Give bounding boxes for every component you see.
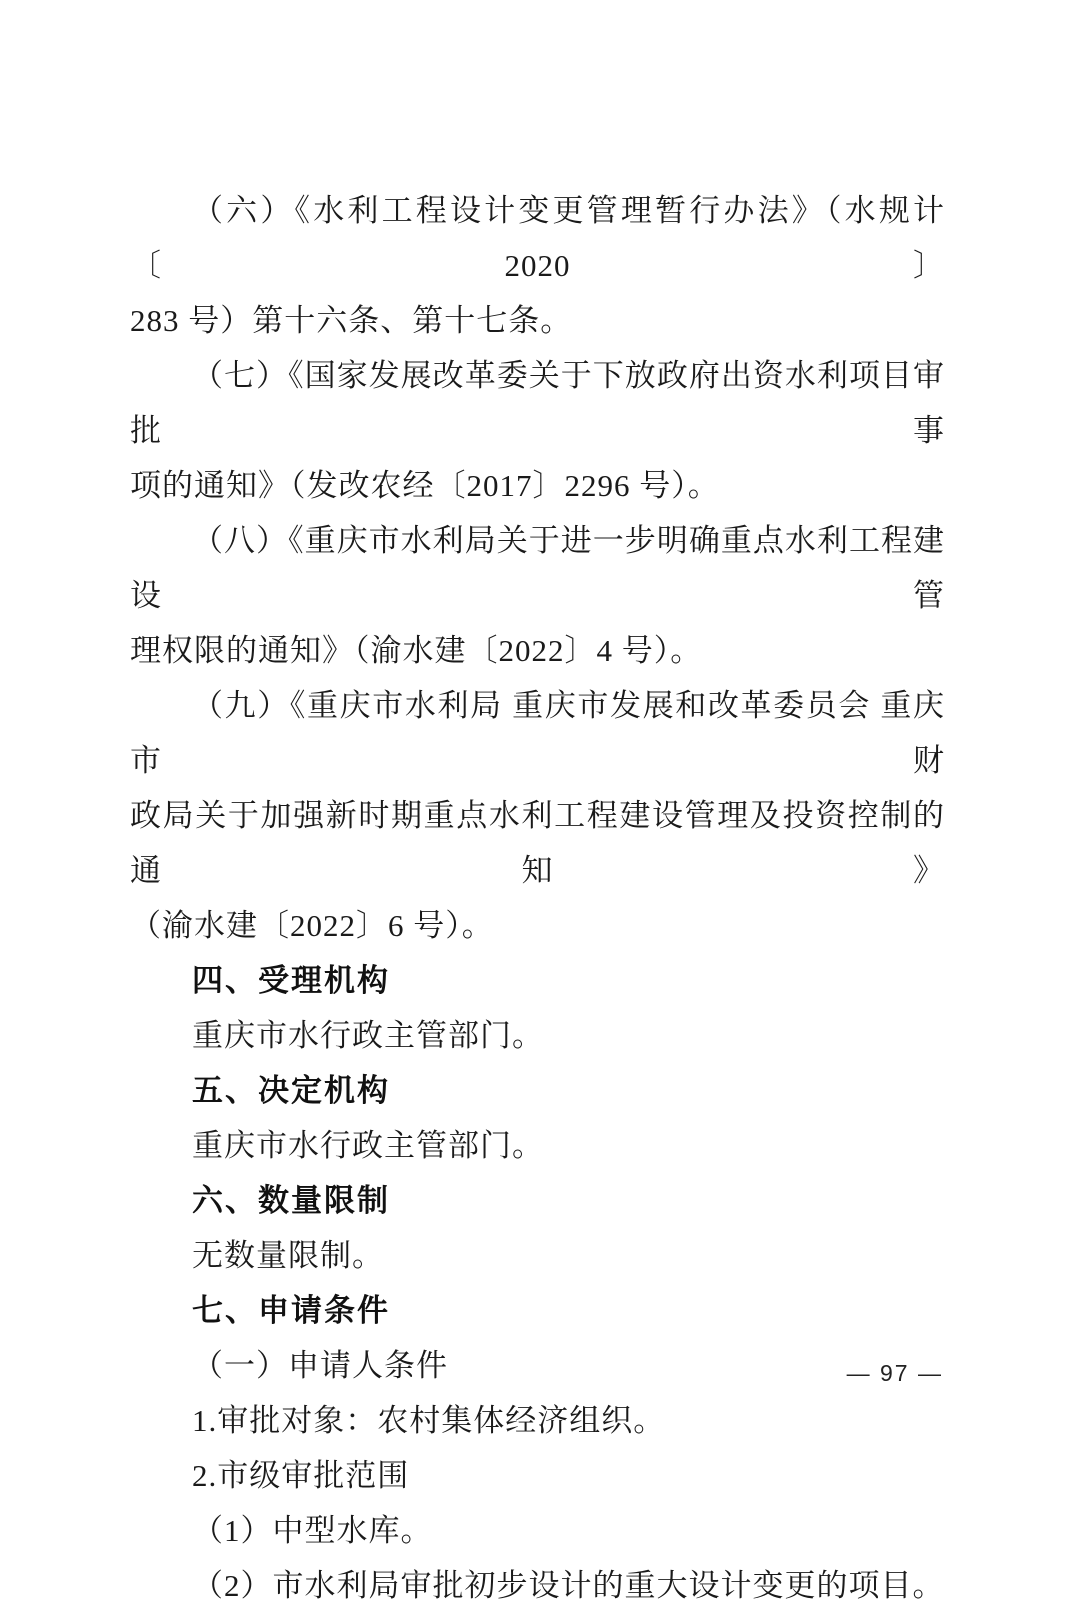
- page-number: — 97 —: [846, 1360, 943, 1386]
- section-heading: 五、决定机构: [192, 1073, 390, 1108]
- body-line: （渝水建〔2022〕6 号）。: [130, 908, 494, 943]
- body-line: 2.市级审批范围: [192, 1458, 410, 1493]
- body-line: 重庆市水行政主管部门。: [192, 1018, 544, 1053]
- body-line: （八）《重庆市水利局关于进一步明确重点水利工程建设管: [130, 523, 945, 613]
- body-line: 283 号）第十六条、第十七条。: [130, 303, 573, 338]
- body-line: 理权限的通知》（渝水建〔2022〕4 号）。: [130, 633, 703, 668]
- body-line: （1）中型水库。: [192, 1513, 433, 1548]
- body-line: （九）《重庆市水利局 重庆市发展和改革委员会 重庆市财: [130, 688, 945, 778]
- section-heading: 六、数量限制: [192, 1183, 390, 1218]
- body-line: 重庆市水行政主管部门。: [192, 1128, 544, 1163]
- section-heading: 七、申请条件: [192, 1293, 390, 1328]
- document-body: [130, 183, 945, 1613]
- body-line: （七）《国家发展改革委关于下放政府出资水利项目审批事: [130, 358, 945, 448]
- body-line: 政局关于加强新时期重点水利工程建设管理及投资控制的通知》: [130, 798, 945, 888]
- body-line: （六）《水利工程设计变更管理暂行办法》（水规计〔2020〕: [130, 193, 945, 283]
- body-line: 项的通知》（发改农经〔2017〕2296 号）。: [130, 468, 720, 503]
- body-line: （一）申请人条件: [192, 1348, 448, 1383]
- body-line: （2）市水利局审批初步设计的重大设计变更的项目。: [192, 1568, 945, 1603]
- body-line: 1.审批对象：农村集体经济组织。: [192, 1403, 666, 1438]
- section-heading: 四、受理机构: [192, 963, 390, 998]
- body-line: 无数量限制。: [192, 1238, 384, 1273]
